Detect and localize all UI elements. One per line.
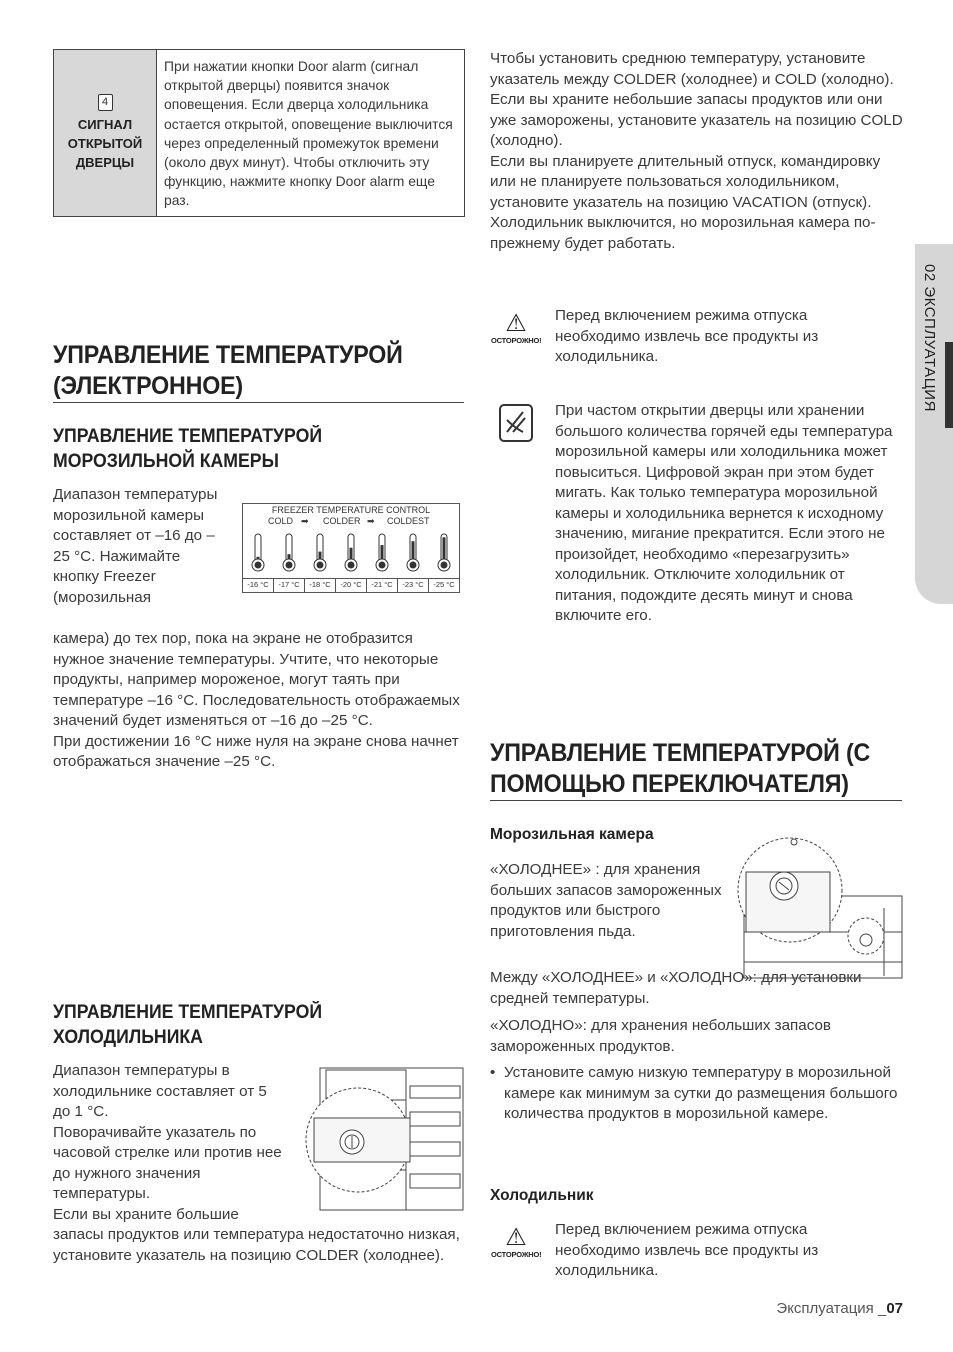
freezer-subtitle: Морозильная камера xyxy=(490,826,654,843)
note-text: При частом открытии дверцы или хранении большого количества горячей еды температура морозильной камеры или холодильника может повыситься. Цифровой экран при этом будет мигать. Как только температура морозильной камеры и холодильника вернется к исходному значению, мигание прекратится. Если этого не произойдет, необходимо «перезагрузить» холодильник. Отключите холодильник от питания, подождите десять минут и снова включите его. xyxy=(555,402,893,624)
thermometer-row xyxy=(243,530,459,577)
freezer-chart-scale: COLD ➡ COLDER ➡ COLDEST xyxy=(268,516,430,526)
fridge-subtitle: Холодильник xyxy=(490,1187,594,1204)
warning-triangle-icon: ⚠ xyxy=(505,310,527,337)
caution-text-1: Перед включением режима отпуска необходимо извлечь все продукты из холодильника. xyxy=(555,307,819,365)
temperature-cell: -16 °C xyxy=(247,580,269,589)
freezer-text-bottom: камера) до тех пор, пока на экране не отобразится нужное значение температуры. Учтите, что некоторые продукты, например мороженое, могут таять при температуре –16 °C. Последовательность отображаемых значений будет изменяться от –16 до –25 °C. При достижении 16 °C ниже нуля на экране снова начнет отображаться значение –25 °C. xyxy=(53,630,460,770)
page-footer xyxy=(776,1300,903,1317)
section-title-electronic: УПРАВЛЕНИЕ ТЕМПЕРАТУРОЙ (ЭЛЕКТРОННОЕ) xyxy=(53,341,403,400)
side-tab-marker xyxy=(945,342,953,428)
section-rule-2 xyxy=(490,800,902,801)
door-alarm-label-cell xyxy=(54,50,157,216)
freezer-chart-title: FREEZER TEMPERATURE CONTROL xyxy=(271,505,431,515)
thermometer-icon xyxy=(375,533,389,573)
freezer-dial-illustration xyxy=(734,836,904,980)
temperature-cell: -25 °C xyxy=(428,579,459,592)
side-tab-label: 02 ЭКСПЛУАТАЦИЯ xyxy=(921,264,938,412)
fridge-text-top: Диапазон температуры в холодильнике составляет от 5 до 1 °C. Поворачивайте указатель по часовой стрелке или против нее до нужного значения температуры. Если вы храните большие xyxy=(53,1062,282,1223)
freezer-colder-text: «ХОЛОДНЕЕ» : для хранения больших запасов замороженных продуктов или быстрого приготовления пьда. xyxy=(490,861,722,940)
warning-triangle-icon: ⚠ xyxy=(505,1224,527,1251)
footer-label: Эксплуатация _ xyxy=(776,1300,887,1317)
temperature-cell: -23 °C xyxy=(397,579,428,592)
freezer-bullet: • Установите самую низкую температуру в морозильной камере как минимум за сутки до размещения большого количества продуктов в морозильной камере. xyxy=(490,1063,902,1125)
fridge-temp-title: УПРАВЛЕНИЕ ТЕМПЕРАТУРОЙ ХОЛОДИЛЬНИКА xyxy=(53,1002,323,1048)
fridge-dial-illustration xyxy=(300,1066,466,1212)
thermometer-icon xyxy=(251,533,265,573)
thermometer-icon xyxy=(437,533,451,573)
right-intro-text: Чтобы установить среднюю температуру, установите указатель между COLDER (холоднее) и COLD (холодно). Если вы храните небольшие запасы продуктов или они уже заморожены, установите указатель на позицию COLD (холодно). Если вы планируете длительный отпуск, командировку или не планируете пользоваться холодильником, установите указатель на позицию VACATION (отпуск). Холодильник выключится, но морозильная камера по-прежнему будет работать. xyxy=(490,50,903,252)
temperature-row xyxy=(243,578,459,592)
freezer-temp-title: УПРАВЛЕНИЕ ТЕМПЕРАТУРОЙ МОРОЗИЛЬНОЙ КАМЕРЫ xyxy=(53,426,323,472)
door-alarm-label: СИГНАЛ ОТКРЫТОЙ ДВЕРЦЫ xyxy=(67,117,143,170)
freezer-between-text: Между «ХОЛОДНЕЕ» и «ХОЛОДНО»: для установки средней температуры. xyxy=(490,969,862,1007)
caution-icon-2: ⚠ ОСТОРОЖНО! xyxy=(491,1224,542,1259)
section-rule xyxy=(53,402,464,403)
fridge-text-bottom: запасы продуктов или температура недостаточно низкая, установите указатель на позицию COLDER (холоднее). xyxy=(53,1226,460,1264)
freezer-text-top: Диапазон температуры морозильной камеры составляет от –16 до –25 °C. Нажимайте кнопку Freezer (морозильная xyxy=(53,486,218,606)
temperature-cell: -21 °C xyxy=(366,579,397,592)
thermometer-icon xyxy=(344,533,358,573)
temperature-cell: -18 °C xyxy=(304,579,335,592)
thermometer-icon xyxy=(282,533,296,573)
caution-text-2: Перед включением режима отпуска необходимо извлечь все продукты из холодильника. xyxy=(555,1221,819,1279)
note-icon xyxy=(499,404,533,442)
page-number: 07 xyxy=(886,1300,903,1317)
door-alarm-text: При нажатии кнопки Door alarm (сигнал открытой дверцы) появится значок оповещения. Если дверца холодильника остается открытой, оповещение выключится через определенный промежуток времени (около двух минут). Чтобы отключить эту функцию, нажмите кнопку Door alarm еще раз. xyxy=(164,58,453,209)
temperature-cell: -20 °C xyxy=(335,579,366,592)
freezer-temp-chart xyxy=(242,503,460,593)
door-alarm-table xyxy=(53,49,465,217)
freezer-cold-text: «ХОЛОДНО»: для хранения небольших запасов замороженных продуктов. xyxy=(490,1017,832,1055)
door-alarm-number: 4 xyxy=(98,94,113,111)
caution-icon: ⚠ ОСТОРОЖНО! xyxy=(491,310,542,345)
section-title-switch: УПРАВЛЕНИЕ ТЕМПЕРАТУРОЙ (С ПОМОЩЬЮ ПЕРЕКЛЮЧАТЕЛЯ) xyxy=(490,739,871,798)
temperature-cell: -17 °C xyxy=(273,579,304,592)
thermometer-icon xyxy=(406,533,420,573)
thermometer-icon xyxy=(313,533,327,573)
